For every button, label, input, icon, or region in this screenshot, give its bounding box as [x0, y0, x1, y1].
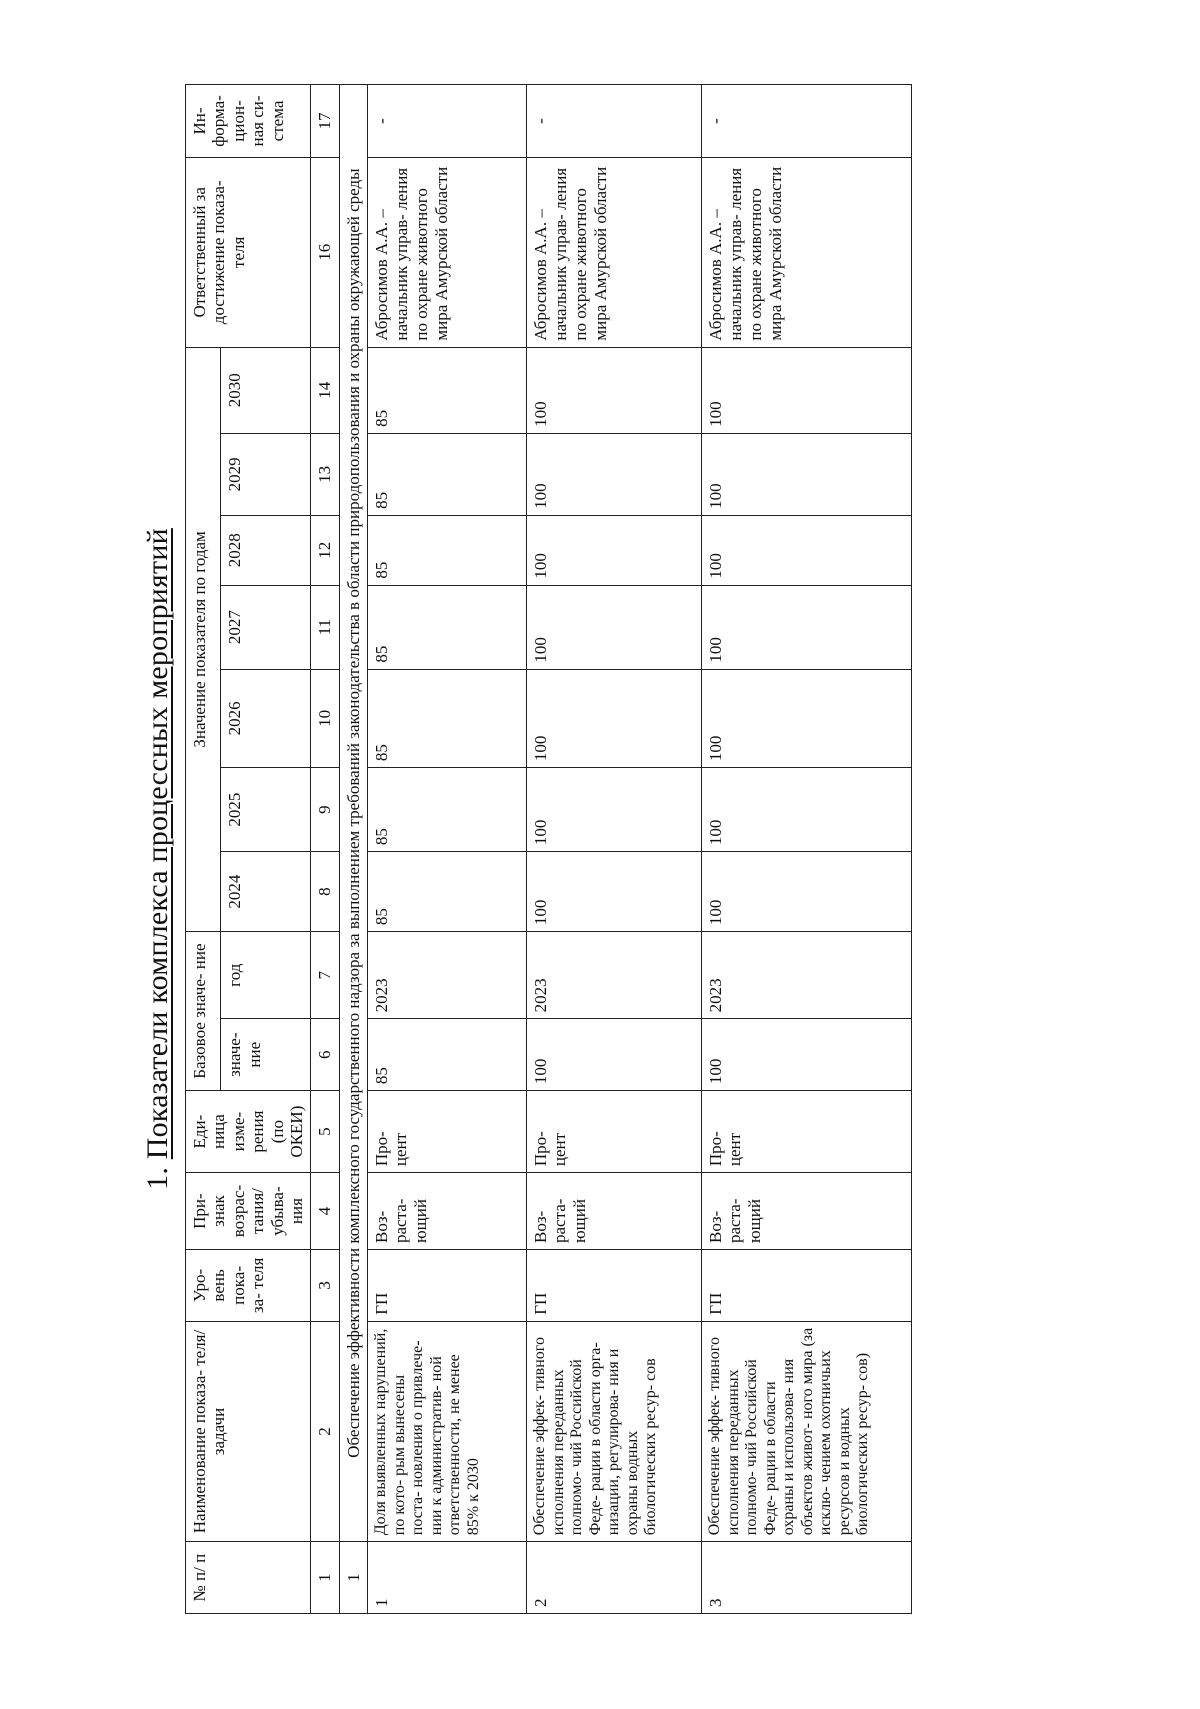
row-value: 100	[702, 669, 912, 767]
column-number: 2	[311, 1321, 339, 1541]
column-number: 4	[311, 1173, 339, 1250]
header-info-system: Ин- форма- цион- ная си- стема	[186, 85, 311, 158]
header-sign: При- знак возрас- тания/ убыва- ния	[186, 1173, 311, 1250]
row-sign: Воз- раста- ющий	[702, 1173, 912, 1250]
header-num: № п/ п	[186, 1542, 311, 1614]
row-num: 3	[702, 1542, 912, 1614]
row-base-year: 2023	[702, 932, 912, 1019]
header-year: 2029	[221, 433, 311, 515]
header-responsible: Ответственный за достижение показа- теля	[186, 157, 311, 347]
row-base-value: 100	[527, 1019, 702, 1091]
row-value: 100	[702, 585, 912, 669]
column-number: 6	[311, 1019, 339, 1091]
row-value: 85	[368, 347, 527, 433]
row-base-year: 2023	[527, 932, 702, 1019]
row-num: 2	[527, 1542, 702, 1614]
row-value: 100	[527, 669, 702, 767]
row-value: 85	[368, 669, 527, 767]
header-name: Наименование показа- теля/задачи	[186, 1321, 311, 1541]
row-value: 100	[527, 852, 702, 932]
column-number: 5	[311, 1091, 339, 1173]
row-info-system: -	[368, 85, 527, 158]
row-base-year: 2023	[368, 932, 527, 1019]
column-number: 17	[311, 85, 339, 158]
column-number: 13	[311, 433, 339, 515]
header-year: 2027	[221, 585, 311, 669]
column-number: 11	[311, 585, 339, 669]
table-row	[527, 85, 702, 1614]
row-num: 1	[368, 1542, 527, 1614]
header-year: 2024	[221, 852, 311, 932]
row-unit: Про- цент	[527, 1091, 702, 1173]
header-row-1	[186, 85, 221, 1614]
row-value: 100	[527, 347, 702, 433]
row-value: 100	[702, 347, 912, 433]
header-year: 2025	[221, 768, 311, 852]
row-value: 85	[368, 515, 527, 585]
row-value: 100	[702, 515, 912, 585]
document-title	[141, 259, 175, 1459]
row-responsible: Абросимов А.А. – начальник управ- ления по охране животного мира Амурской области	[702, 157, 912, 347]
row-level: ГП	[368, 1250, 527, 1322]
row-name: Доля выявленных нарушений, по кото- рым вынесены поста- новления о привлече- нии к административ- ной ответственности, не менее 85% к 2030	[368, 1321, 527, 1541]
section-title: Обеспечение эффективности комплексного государственного надзора за выполнением требований законодательства в области природопользования и охраны окружающей среды	[339, 85, 367, 1542]
row-value: 100	[702, 768, 912, 852]
row-value: 100	[527, 433, 702, 515]
header-base: Базовое значе- ние	[186, 932, 221, 1091]
table-row	[702, 85, 912, 1614]
row-value: 100	[527, 585, 702, 669]
header-year: 2028	[221, 515, 311, 585]
column-number: 3	[311, 1250, 339, 1322]
row-responsible: Абросимов А.А. – начальник управ- ления по охране животного мира Амурской области	[368, 157, 527, 347]
column-number: 7	[311, 932, 339, 1019]
row-value: 85	[368, 585, 527, 669]
column-number: 10	[311, 669, 339, 767]
row-value: 100	[702, 852, 912, 932]
row-level: ГП	[527, 1250, 702, 1322]
row-value: 85	[368, 768, 527, 852]
column-numbers-row	[311, 85, 339, 1614]
column-number: 14	[311, 347, 339, 433]
header-unit: Еди- ница изме- рения (по ОКЕИ)	[186, 1091, 311, 1173]
header-base-year: год	[221, 932, 311, 1019]
row-name: Обеспечение эффек- тивного исполнения переданных полномо- чий Российской Феде- рации в области орга- низации, регулирова- ния и охраны водных биологических ресур- сов	[527, 1321, 702, 1541]
row-value: 100	[702, 433, 912, 515]
title-number: 1.	[141, 1166, 174, 1190]
header-base-value: значе- ние	[221, 1019, 311, 1091]
column-number: 8	[311, 852, 339, 932]
section-number: 1	[339, 1542, 367, 1614]
indicators-table	[185, 84, 912, 1614]
column-number: 12	[311, 515, 339, 585]
row-unit: Про- цент	[368, 1091, 527, 1173]
column-number: 16	[311, 157, 339, 347]
row-base-value: 85	[368, 1019, 527, 1091]
title-text: Показатели комплекса процессных мероприятий	[141, 528, 174, 1160]
row-level: ГП	[702, 1250, 912, 1322]
row-name: Обеспечение эффек- тивного исполнения переданных полномо- чий Российской Феде- рации в области охраны и использова- ния объектов живот- ного мира (за исклю- чением охотничьих ресурсов и водных биологических ресур- сов)	[702, 1321, 912, 1541]
row-base-value: 100	[702, 1019, 912, 1091]
section-row	[339, 85, 367, 1614]
table-row	[368, 85, 527, 1614]
row-unit: Про- цент	[702, 1091, 912, 1173]
header-values-by-years: Значение показателя по годам	[186, 347, 221, 932]
row-info-system: -	[702, 85, 912, 158]
row-value: 85	[368, 433, 527, 515]
row-info-system: -	[527, 85, 702, 158]
row-value: 85	[368, 852, 527, 932]
row-value: 100	[527, 768, 702, 852]
row-responsible: Абросимов А.А. – начальник управ- ления по охране животного мира Амурской области	[527, 157, 702, 347]
header-year: 2030	[221, 347, 311, 433]
row-sign: Воз- раста- ющий	[368, 1173, 527, 1250]
column-number: 9	[311, 768, 339, 852]
row-sign: Воз- раста- ющий	[527, 1173, 702, 1250]
header-year: 2026	[221, 669, 311, 767]
row-value: 100	[527, 515, 702, 585]
column-number: 1	[311, 1542, 339, 1614]
header-level: Уро- вень пока- за- теля	[186, 1250, 311, 1322]
